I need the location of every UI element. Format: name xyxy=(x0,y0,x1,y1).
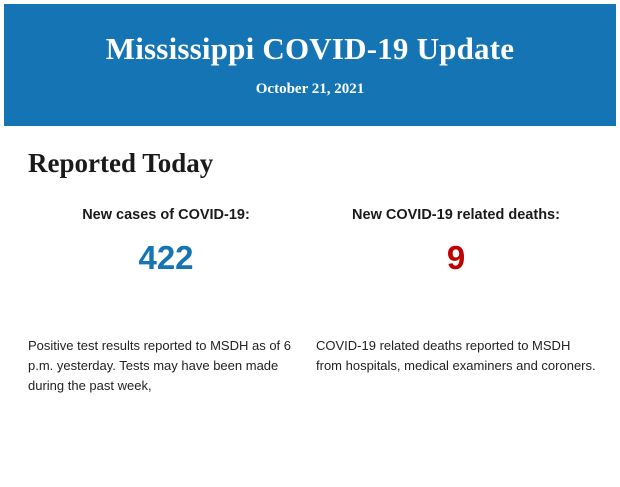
stat-label: New cases of COVID-19: xyxy=(82,207,250,223)
note-new-cases xyxy=(18,274,310,396)
stat-value: 9 xyxy=(446,239,466,276)
notes-row xyxy=(0,274,620,396)
header-banner xyxy=(4,4,616,126)
covid-update-page xyxy=(0,4,620,487)
stat-note: COVID-19 related deaths reported to MSDH from hospitals, medical examiners and coroners. xyxy=(316,338,596,374)
page-title: Mississippi COVID-19 Update xyxy=(105,31,515,67)
section-heading: Reported Today xyxy=(28,148,214,178)
note-new-deaths xyxy=(310,274,602,396)
stat-new-deaths xyxy=(310,207,602,274)
stats-row xyxy=(0,207,620,274)
stat-label: New COVID-19 related deaths: xyxy=(352,207,560,223)
stat-value: 422 xyxy=(138,239,194,276)
stat-note: Positive test results reported to MSDH as of 6 p.m. yesterday. Tests may have been made during the past week, xyxy=(28,338,291,394)
stat-new-cases xyxy=(18,207,310,274)
report-date: October 21, 2021 xyxy=(255,80,365,97)
